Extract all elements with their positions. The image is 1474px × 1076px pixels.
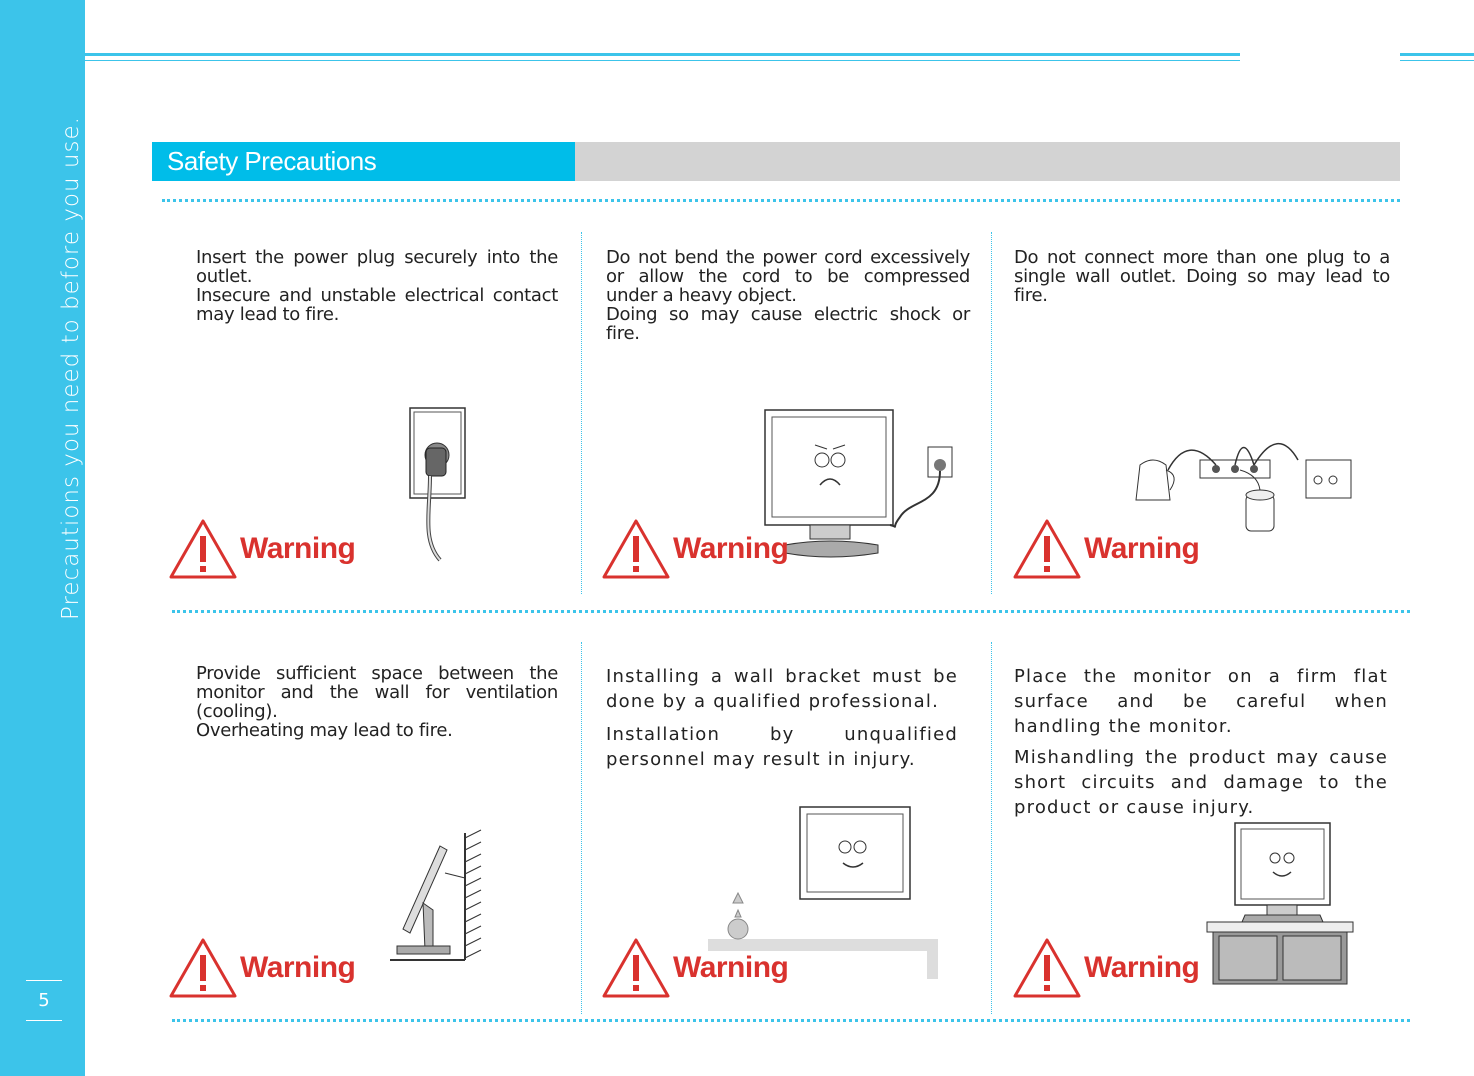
column-divider xyxy=(991,232,992,594)
sidebar-title: Precautions you need to before you use. xyxy=(58,116,84,620)
page-title: Safety Precautions xyxy=(167,146,377,176)
precaution-line: Place the monitor on a firm flat surface and be careful when handling the monitor. xyxy=(1014,666,1388,737)
warning-badge xyxy=(168,937,358,999)
page-number-rule-bottom xyxy=(26,1020,62,1021)
top-rule-right xyxy=(1400,53,1474,56)
warning-label: Warning xyxy=(673,951,789,984)
warning-triangle-icon xyxy=(168,518,238,580)
precaution-text xyxy=(1014,248,1390,305)
precaution-line: Doing so may cause electric shock or fire. xyxy=(606,304,970,344)
warning-triangle-icon xyxy=(601,937,671,999)
precaution-line: Provide sufficient space between the monitor and the wall for ventilation (cooling). xyxy=(196,663,558,722)
dotted-divider-bottom xyxy=(172,1019,1410,1022)
top-rule-thin xyxy=(85,60,1240,61)
precaution-text xyxy=(1014,664,1388,820)
sidebar xyxy=(0,0,85,1076)
precaution-line: Installing a wall bracket must be done by a qualified professional. xyxy=(606,666,958,712)
precaution-line: Insecure and unstable electrical contact may lead to fire. xyxy=(196,285,558,325)
top-rule xyxy=(85,53,1240,56)
warning-badge xyxy=(168,518,358,580)
precaution-line: Mishandling the product may cause short circuits and damage to the product or cause injury. xyxy=(1014,747,1388,818)
precaution-line: Insert the power plug securely into the outlet. xyxy=(196,247,558,287)
warning-label: Warning xyxy=(240,951,356,984)
precaution-line: Do not bend the power cord excessively or allow the cord to be compressed under a heavy object. xyxy=(606,247,970,306)
dotted-divider-top xyxy=(162,199,1400,202)
precaution-text xyxy=(606,664,958,772)
warning-triangle-icon xyxy=(601,518,671,580)
warning-triangle-icon xyxy=(1012,518,1082,580)
page-number-rule-top xyxy=(26,980,62,981)
warning-label: Warning xyxy=(673,532,789,565)
precaution-line: Do not connect more than one plug to a single wall outlet. Doing so may lead to fire. xyxy=(1014,247,1390,306)
warning-badge xyxy=(601,518,791,580)
precaution-text xyxy=(196,248,558,324)
monitor-near-wall-illustration xyxy=(385,828,495,973)
precaution-line: Overheating may lead to fire. xyxy=(196,720,453,741)
monitor-on-cabinet-illustration xyxy=(1205,820,1355,995)
warning-triangle-icon xyxy=(1012,937,1082,999)
column-divider xyxy=(991,642,992,1014)
warning-label: Warning xyxy=(1084,532,1200,565)
dotted-divider-middle xyxy=(172,610,1410,613)
top-rule-right-thin xyxy=(1400,60,1474,61)
page-number: 5 xyxy=(38,990,50,1011)
warning-label: Warning xyxy=(240,532,356,565)
column-divider xyxy=(581,232,582,594)
warning-badge xyxy=(601,937,791,999)
warning-label: Warning xyxy=(1084,951,1200,984)
warning-triangle-icon xyxy=(168,937,238,999)
precaution-line: Installation by unqualified personnel may result in injury. xyxy=(606,724,958,770)
warning-badge xyxy=(1012,937,1202,999)
column-divider xyxy=(581,642,582,1014)
precaution-text xyxy=(196,664,558,740)
warning-badge xyxy=(1012,518,1202,580)
precaution-text xyxy=(606,248,970,343)
power-plug-outlet-illustration xyxy=(400,400,480,575)
